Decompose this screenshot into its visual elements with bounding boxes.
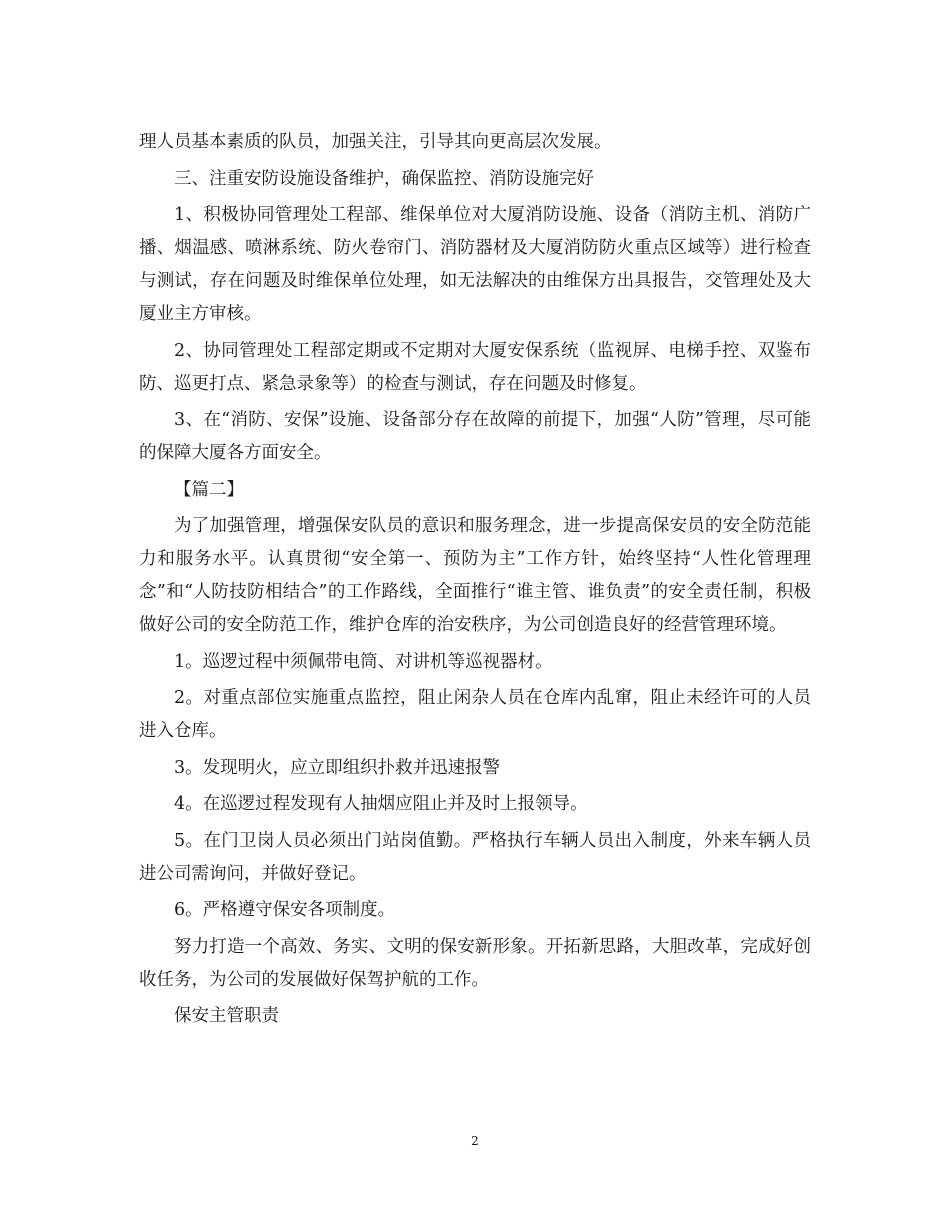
paragraph-continuation: 理人员基本素质的队员，加强关注，引导其向更高层次发展。 — [139, 132, 612, 152]
paragraph-item-2: 2、协同管理处工程部定期或不定期对大厦安保系统（监视屏、电梯手控、双鉴布防、巡更打点、紧急录象等）的检查与测试，存在问题及时修复。 — [139, 340, 811, 394]
list-item-3: 3。发现明火，应立即组织扑救并迅速报警 — [174, 757, 501, 778]
paragraph-item-3: 3、在“消防、安保”设施、设备部分存在故障的前提下，加强“人防”管理，尽可能的保障大厦各方面安全。 — [139, 410, 811, 463]
list-item-1: 1。巡逻过程中须佩带电筒、对讲机等巡视器材。 — [174, 651, 553, 672]
document-body — [139, 126, 811, 1037]
section-heading-3: 三、注重安防设施设备维护，确保监控、消防设施完好 — [174, 168, 594, 189]
list-item-6: 6。严格遵守保安各项制度。 — [174, 900, 396, 920]
list-item-5: 5。在门卫岗人员必须出门站岗值勤。严格执行车辆人员出入制度，外来车辆人员进公司需询问，并做好登记。 — [139, 830, 811, 884]
list-item-2: 2。对重点部位实施重点监控，阻止闲杂人员在仓库内乱窜，阻止未经许可的人员进入仓库。 — [139, 688, 811, 741]
sub-heading: 保安主管职责 — [174, 1006, 279, 1026]
paragraph-conclusion: 努力打造一个高效、务实、文明的保安新形象。开拓新思路，大胆改革，完成好创收任务，为公司的发展做好保驾护航的工作。 — [139, 936, 811, 990]
paragraph-item-1: 1、积极协同管理处工程部、维保单位对大厦消防设施、设备（消防主机、消防广播、烟温感、喷淋系统、防火卷帘门、消防器材及大厦消防防火重点区域等）进行检查与测试，存在问题及时维保单位处理，如无法解决的由维保方出具报告，交管理处及大厦业主方审核。 — [139, 205, 811, 324]
chapter-heading: 【篇二】 — [174, 479, 244, 500]
page-number: 2 — [471, 1134, 479, 1148]
list-item-4: 4。在巡逻过程发现有人抽烟应阻止并及时上报领导。 — [174, 794, 588, 814]
paragraph-intro: 为了加强管理，增强保安队员的意识和服务理念，进一步提高保安员的安全防范能力和服务水平。认真贯彻“安全第一、预防为主”工作方针，始终坚持“人性化管理理念”和“人防技防相结合”的工作路线，全面推行“谁主管、谁负责”的安全责任制，积极做好公司的安全防范工作，维护仓库的治安秩序，为公司创造良好的经营管理环境。 — [139, 516, 811, 635]
